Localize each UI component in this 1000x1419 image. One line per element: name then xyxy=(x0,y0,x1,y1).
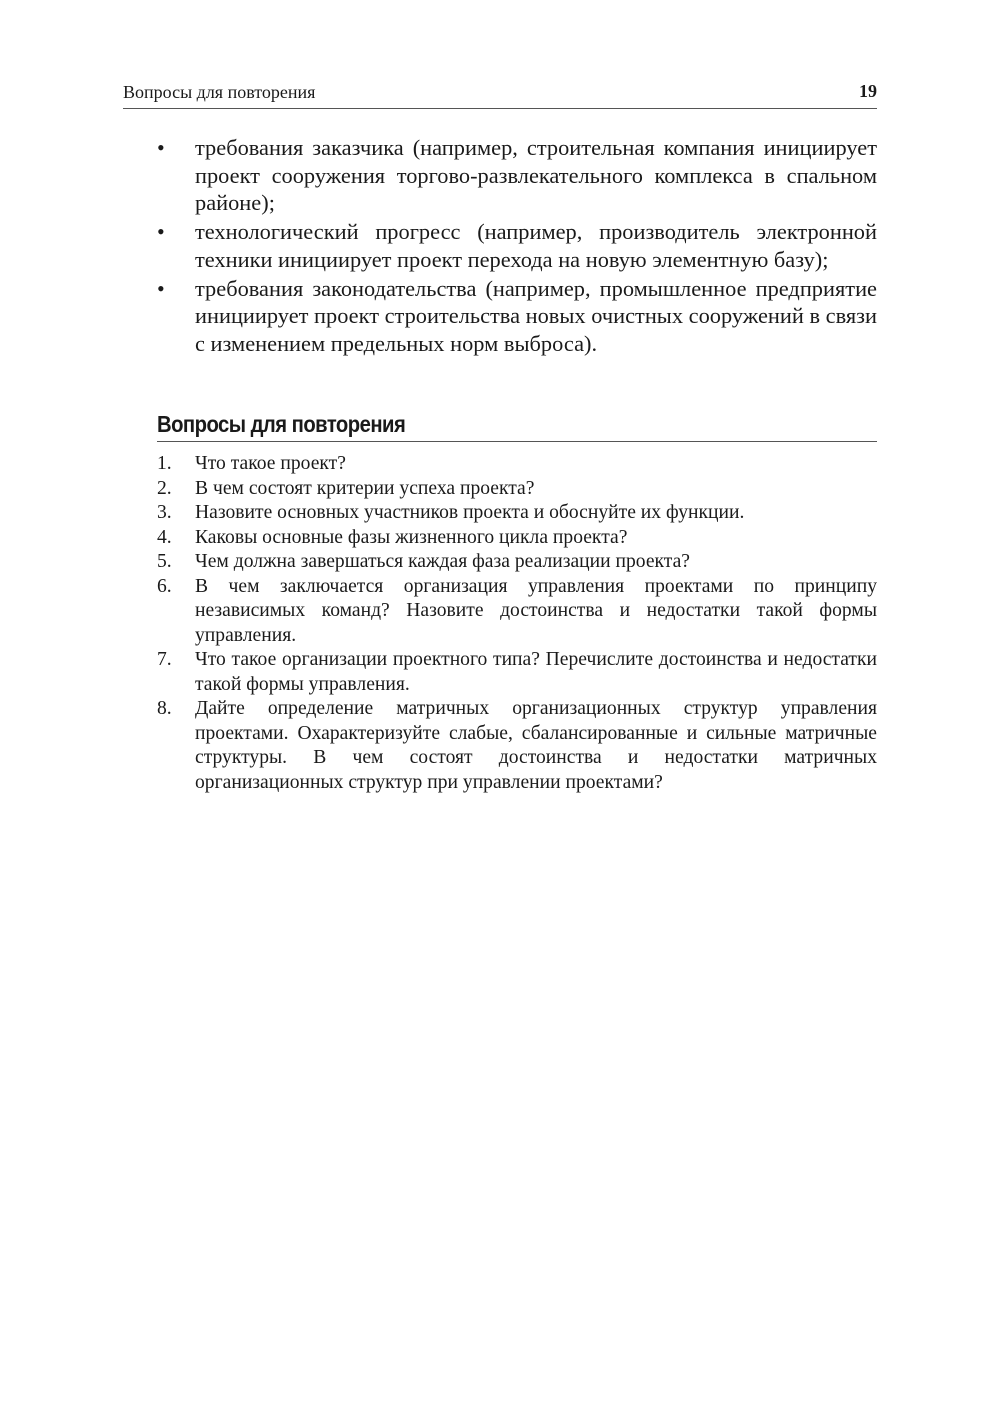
bullet-icon: • xyxy=(157,275,165,301)
question-text: В чем состоят критерии успеха проекта? xyxy=(195,477,535,499)
question-text: Что такое проект? xyxy=(195,453,346,474)
bullet-text: требования заказчика (например, строительная компания инициирует проект сооружения торгово-развлекательного комплекса в спальном районе); xyxy=(195,135,877,216)
question-item xyxy=(157,452,877,477)
question-text: Дайте определение матричных организационных структур управления проектами. Охарактеризуйте слабые, сбалансированные и сильные матричные структуры. В чем состоят достоинства и недостатки матричных организационных структур при управлении проектами? xyxy=(195,698,877,793)
section-heading xyxy=(157,405,877,442)
question-number: 7. xyxy=(157,649,172,670)
question-number: 6. xyxy=(157,575,172,597)
bullet-text: технологический прогресс (например, производитель электронной техники инициирует проект перехода на новую элементную базу); xyxy=(195,219,877,272)
question-item xyxy=(157,697,877,795)
running-title: Вопросы для повторения xyxy=(123,82,316,102)
question-number: 5. xyxy=(157,551,172,572)
bullet-text: требования законодательства (например, промышленное предприятие инициирует проект строительства новых очистных сооружений в связи с изменением предельных норм выброса). xyxy=(195,275,877,356)
list-item xyxy=(157,218,877,273)
question-text: Чем должна завершаться каждая фаза реализации проекта? xyxy=(195,551,690,572)
running-header xyxy=(123,80,877,109)
bullet-list xyxy=(157,134,877,359)
question-item xyxy=(157,575,877,649)
question-item xyxy=(157,501,877,526)
question-number: 1. xyxy=(157,453,172,474)
question-number: 3. xyxy=(157,502,172,523)
section-title: Вопросы для повторения xyxy=(157,411,406,437)
question-number: 2. xyxy=(157,477,172,499)
question-number: 4. xyxy=(157,526,172,548)
question-item xyxy=(157,550,877,575)
page-number: 19 xyxy=(859,81,877,101)
question-text: Каковы основные фазы жизненного цикла проекта? xyxy=(195,526,628,548)
bullet-icon: • xyxy=(157,219,165,245)
bullet-icon: • xyxy=(157,135,165,160)
question-item xyxy=(157,648,877,697)
question-item xyxy=(157,526,877,551)
list-item xyxy=(157,134,877,217)
question-text: Что такое организации проектного типа? Перечислите достоинства и недостатки такой формы управления. xyxy=(195,649,877,695)
question-item xyxy=(157,477,877,502)
question-text: В чем заключается организация управления проектами по принципу независимых команд? Назовите достоинства и недостатки такой формы управления. xyxy=(195,575,877,646)
question-list xyxy=(157,452,877,795)
list-item xyxy=(157,275,877,358)
question-text: Назовите основных участников проекта и обоснуйте их функции. xyxy=(195,502,745,523)
question-number: 8. xyxy=(157,698,172,719)
